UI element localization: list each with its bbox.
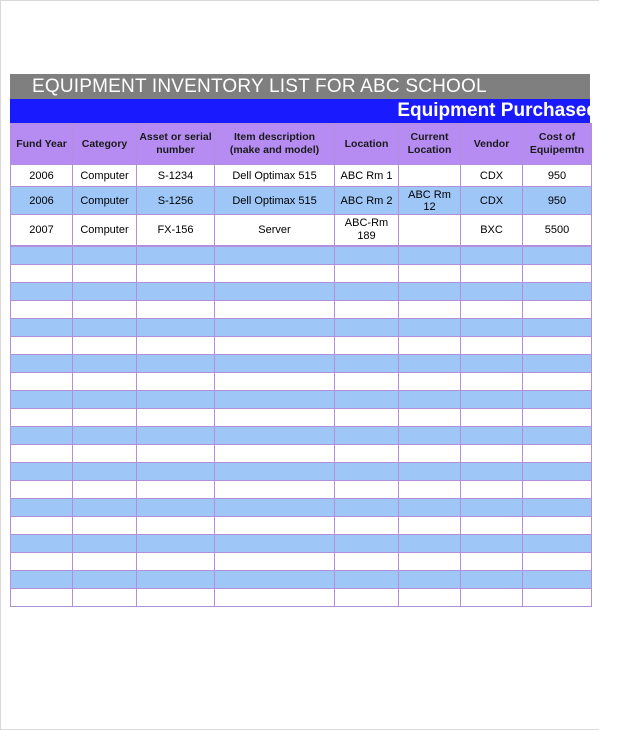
empty-cell[interactable] bbox=[73, 481, 137, 499]
empty-cell[interactable] bbox=[461, 337, 523, 355]
cell-category[interactable]: Computer bbox=[73, 187, 137, 215]
empty-cell[interactable] bbox=[399, 535, 461, 553]
empty-cell[interactable] bbox=[399, 301, 461, 319]
empty-cell[interactable] bbox=[461, 535, 523, 553]
empty-cell[interactable] bbox=[399, 553, 461, 571]
empty-cell[interactable] bbox=[523, 409, 592, 427]
cell-cost[interactable]: 5500 bbox=[523, 215, 592, 246]
empty-cell[interactable] bbox=[73, 265, 137, 283]
empty-cell[interactable] bbox=[399, 481, 461, 499]
empty-cell[interactable] bbox=[137, 391, 215, 409]
empty-cell[interactable] bbox=[11, 499, 73, 517]
empty-cell[interactable] bbox=[399, 445, 461, 463]
empty-cell[interactable] bbox=[523, 499, 592, 517]
empty-cell[interactable] bbox=[137, 247, 215, 265]
empty-cell[interactable] bbox=[11, 481, 73, 499]
empty-cell[interactable] bbox=[11, 319, 73, 337]
empty-cell[interactable] bbox=[215, 355, 335, 373]
empty-cell[interactable] bbox=[73, 499, 137, 517]
empty-cell[interactable] bbox=[137, 337, 215, 355]
header-fund-year[interactable]: Fund Year bbox=[11, 124, 73, 165]
empty-cell[interactable] bbox=[11, 463, 73, 481]
cell-current-location[interactable] bbox=[399, 165, 461, 187]
empty-row bbox=[11, 427, 592, 445]
header-cost[interactable]: Cost of Equipemtn bbox=[523, 124, 592, 165]
empty-cell[interactable] bbox=[73, 301, 137, 319]
empty-cell[interactable] bbox=[137, 517, 215, 535]
empty-cell[interactable] bbox=[215, 535, 335, 553]
empty-cell[interactable] bbox=[523, 373, 592, 391]
empty-cell[interactable] bbox=[73, 373, 137, 391]
empty-cell[interactable] bbox=[523, 283, 592, 301]
empty-row bbox=[11, 355, 592, 373]
empty-cell[interactable] bbox=[137, 589, 215, 607]
cell-asset[interactable]: FX-156 bbox=[137, 215, 215, 246]
empty-cell[interactable] bbox=[215, 319, 335, 337]
empty-row bbox=[11, 409, 592, 427]
empty-cell[interactable] bbox=[11, 589, 73, 607]
empty-row bbox=[11, 481, 592, 499]
empty-rows bbox=[10, 246, 592, 607]
empty-row bbox=[11, 391, 592, 409]
table-row bbox=[11, 187, 592, 215]
empty-cell[interactable] bbox=[137, 553, 215, 571]
empty-cell[interactable] bbox=[11, 355, 73, 373]
empty-cell[interactable] bbox=[399, 373, 461, 391]
empty-cell[interactable] bbox=[215, 391, 335, 409]
empty-cell[interactable] bbox=[461, 499, 523, 517]
empty-cell[interactable] bbox=[137, 427, 215, 445]
cell-item[interactable]: Dell Optimax 515 bbox=[215, 165, 335, 187]
empty-cell[interactable] bbox=[335, 355, 399, 373]
cell-vendor[interactable]: BXC bbox=[461, 215, 523, 246]
empty-cell[interactable] bbox=[73, 427, 137, 445]
sheet-title: EQUIPMENT INVENTORY LIST FOR ABC SCHOOL bbox=[10, 74, 590, 99]
empty-cell[interactable] bbox=[461, 265, 523, 283]
empty-cell[interactable] bbox=[11, 445, 73, 463]
empty-cell[interactable] bbox=[215, 553, 335, 571]
empty-cell[interactable] bbox=[215, 499, 335, 517]
empty-cell[interactable] bbox=[335, 535, 399, 553]
cell-category[interactable]: Computer bbox=[73, 215, 137, 246]
sheet-subtitle: Equipment Purchased w bbox=[10, 99, 590, 123]
empty-cell[interactable] bbox=[11, 247, 73, 265]
empty-cell[interactable] bbox=[73, 355, 137, 373]
empty-cell[interactable] bbox=[11, 283, 73, 301]
empty-cell[interactable] bbox=[399, 391, 461, 409]
empty-cell[interactable] bbox=[137, 445, 215, 463]
empty-cell[interactable] bbox=[335, 589, 399, 607]
empty-cell[interactable] bbox=[461, 283, 523, 301]
empty-cell[interactable] bbox=[461, 427, 523, 445]
empty-cell[interactable] bbox=[215, 283, 335, 301]
empty-cell[interactable] bbox=[335, 553, 399, 571]
cell-asset[interactable]: S-1256 bbox=[137, 187, 215, 215]
empty-cell[interactable] bbox=[523, 445, 592, 463]
empty-cell[interactable] bbox=[137, 571, 215, 589]
empty-cell[interactable] bbox=[215, 589, 335, 607]
empty-cell[interactable] bbox=[137, 319, 215, 337]
empty-cell[interactable] bbox=[137, 481, 215, 499]
empty-cell[interactable] bbox=[523, 391, 592, 409]
empty-cell[interactable] bbox=[399, 409, 461, 427]
empty-cell[interactable] bbox=[461, 445, 523, 463]
empty-cell[interactable] bbox=[523, 535, 592, 553]
empty-cell[interactable] bbox=[11, 265, 73, 283]
cell-vendor[interactable]: CDX bbox=[461, 187, 523, 215]
empty-cell[interactable] bbox=[335, 427, 399, 445]
cell-fund-year[interactable]: 2007 bbox=[11, 215, 73, 246]
empty-cell[interactable] bbox=[461, 355, 523, 373]
empty-row bbox=[11, 535, 592, 553]
empty-cell[interactable] bbox=[137, 301, 215, 319]
header-vendor[interactable]: Vendor bbox=[461, 124, 523, 165]
inventory-table bbox=[10, 123, 592, 246]
empty-row bbox=[11, 319, 592, 337]
empty-cell[interactable] bbox=[11, 427, 73, 445]
empty-cell[interactable] bbox=[215, 481, 335, 499]
empty-cell[interactable] bbox=[461, 409, 523, 427]
empty-cell[interactable] bbox=[73, 283, 137, 301]
empty-cell[interactable] bbox=[335, 283, 399, 301]
empty-cell[interactable] bbox=[399, 427, 461, 445]
empty-cell[interactable] bbox=[215, 301, 335, 319]
cell-vendor[interactable]: CDX bbox=[461, 165, 523, 187]
empty-cell[interactable] bbox=[137, 463, 215, 481]
empty-cell[interactable] bbox=[11, 535, 73, 553]
cell-current-location[interactable]: ABC Rm 12 bbox=[399, 187, 461, 215]
empty-cell[interactable] bbox=[137, 265, 215, 283]
empty-cell[interactable] bbox=[335, 409, 399, 427]
cell-location[interactable]: ABC Rm 1 bbox=[335, 165, 399, 187]
empty-cell[interactable] bbox=[73, 463, 137, 481]
empty-cell[interactable] bbox=[215, 463, 335, 481]
empty-cell[interactable] bbox=[523, 589, 592, 607]
empty-row bbox=[11, 301, 592, 319]
empty-cell[interactable] bbox=[11, 301, 73, 319]
empty-cell[interactable] bbox=[137, 283, 215, 301]
empty-cell[interactable] bbox=[11, 517, 73, 535]
empty-cell[interactable] bbox=[11, 409, 73, 427]
empty-cell[interactable] bbox=[73, 589, 137, 607]
empty-cell[interactable] bbox=[73, 247, 137, 265]
table-row bbox=[11, 165, 592, 187]
empty-cell[interactable] bbox=[215, 265, 335, 283]
empty-cell[interactable] bbox=[461, 301, 523, 319]
empty-row bbox=[11, 337, 592, 355]
empty-cell[interactable] bbox=[335, 337, 399, 355]
empty-row bbox=[11, 571, 592, 589]
empty-cell[interactable] bbox=[215, 337, 335, 355]
empty-cell[interactable] bbox=[215, 373, 335, 391]
empty-cell[interactable] bbox=[11, 553, 73, 571]
header-location[interactable]: Location bbox=[335, 124, 399, 165]
empty-cell[interactable] bbox=[399, 463, 461, 481]
empty-cell[interactable] bbox=[523, 247, 592, 265]
empty-cell[interactable] bbox=[73, 553, 137, 571]
cell-current-location[interactable] bbox=[399, 215, 461, 246]
empty-row bbox=[11, 553, 592, 571]
empty-cell[interactable] bbox=[335, 481, 399, 499]
empty-row bbox=[11, 373, 592, 391]
empty-row bbox=[11, 247, 592, 265]
empty-row bbox=[11, 265, 592, 283]
empty-cell[interactable] bbox=[523, 481, 592, 499]
empty-cell[interactable] bbox=[215, 409, 335, 427]
empty-row bbox=[11, 445, 592, 463]
empty-cell[interactable] bbox=[73, 319, 137, 337]
cell-cost[interactable]: 950 bbox=[523, 165, 592, 187]
empty-cell[interactable] bbox=[335, 247, 399, 265]
empty-cell[interactable] bbox=[335, 571, 399, 589]
empty-cell[interactable] bbox=[523, 355, 592, 373]
empty-cell[interactable] bbox=[335, 463, 399, 481]
empty-cell[interactable] bbox=[335, 517, 399, 535]
empty-cell[interactable] bbox=[215, 517, 335, 535]
empty-cell[interactable] bbox=[399, 571, 461, 589]
cell-location[interactable]: ABC-Rm 189 bbox=[335, 215, 399, 246]
table-row bbox=[11, 215, 592, 246]
empty-cell[interactable] bbox=[73, 517, 137, 535]
empty-cell[interactable] bbox=[335, 445, 399, 463]
empty-cell[interactable] bbox=[335, 373, 399, 391]
empty-cell[interactable] bbox=[137, 355, 215, 373]
empty-row bbox=[11, 517, 592, 535]
cell-item[interactable]: Server bbox=[215, 215, 335, 246]
empty-cell[interactable] bbox=[399, 517, 461, 535]
empty-row bbox=[11, 463, 592, 481]
empty-cell[interactable] bbox=[461, 571, 523, 589]
empty-cell[interactable] bbox=[215, 427, 335, 445]
empty-cell[interactable] bbox=[523, 427, 592, 445]
empty-cell[interactable] bbox=[461, 589, 523, 607]
empty-cell[interactable] bbox=[461, 247, 523, 265]
empty-cell[interactable] bbox=[137, 535, 215, 553]
empty-row bbox=[11, 589, 592, 607]
header-asset[interactable]: Asset or serial number bbox=[137, 124, 215, 165]
cell-cost[interactable]: 950 bbox=[523, 187, 592, 215]
header-row bbox=[11, 124, 592, 165]
cell-fund-year[interactable]: 2006 bbox=[11, 187, 73, 215]
empty-cell[interactable] bbox=[335, 391, 399, 409]
empty-row bbox=[11, 499, 592, 517]
empty-cell[interactable] bbox=[399, 589, 461, 607]
cell-asset[interactable]: S-1234 bbox=[137, 165, 215, 187]
empty-cell[interactable] bbox=[73, 445, 137, 463]
empty-cell[interactable] bbox=[399, 337, 461, 355]
empty-cell[interactable] bbox=[399, 283, 461, 301]
empty-cell[interactable] bbox=[523, 319, 592, 337]
cell-category[interactable]: Computer bbox=[73, 165, 137, 187]
empty-cell[interactable] bbox=[335, 301, 399, 319]
empty-cell[interactable] bbox=[73, 337, 137, 355]
empty-cell[interactable] bbox=[215, 571, 335, 589]
empty-cell[interactable] bbox=[11, 391, 73, 409]
empty-cell[interactable] bbox=[73, 409, 137, 427]
empty-cell[interactable] bbox=[523, 463, 592, 481]
empty-cell[interactable] bbox=[215, 445, 335, 463]
empty-cell[interactable] bbox=[461, 391, 523, 409]
empty-cell[interactable] bbox=[523, 517, 592, 535]
empty-cell[interactable] bbox=[335, 319, 399, 337]
cell-item[interactable]: Dell Optimax 515 bbox=[215, 187, 335, 215]
empty-cell[interactable] bbox=[215, 247, 335, 265]
empty-cell[interactable] bbox=[461, 373, 523, 391]
cell-fund-year[interactable]: 2006 bbox=[11, 165, 73, 187]
empty-row bbox=[11, 283, 592, 301]
empty-cell[interactable] bbox=[73, 535, 137, 553]
empty-cell[interactable] bbox=[137, 409, 215, 427]
empty-cell[interactable] bbox=[11, 373, 73, 391]
empty-cell[interactable] bbox=[523, 571, 592, 589]
header-current-location[interactable]: Current Location bbox=[399, 124, 461, 165]
empty-cell[interactable] bbox=[137, 499, 215, 517]
empty-cell[interactable] bbox=[73, 571, 137, 589]
spreadsheet bbox=[10, 74, 618, 619]
empty-cell[interactable] bbox=[335, 499, 399, 517]
empty-cell[interactable] bbox=[399, 355, 461, 373]
empty-cell[interactable] bbox=[461, 463, 523, 481]
header-category[interactable]: Category bbox=[73, 124, 137, 165]
empty-cell[interactable] bbox=[399, 499, 461, 517]
empty-cell[interactable] bbox=[11, 337, 73, 355]
empty-cell[interactable] bbox=[137, 373, 215, 391]
empty-cell[interactable] bbox=[461, 553, 523, 571]
empty-cell[interactable] bbox=[73, 391, 137, 409]
cell-location[interactable]: ABC Rm 2 bbox=[335, 187, 399, 215]
empty-cell[interactable] bbox=[523, 553, 592, 571]
empty-cell[interactable] bbox=[335, 265, 399, 283]
empty-cell[interactable] bbox=[461, 481, 523, 499]
empty-cell[interactable] bbox=[523, 265, 592, 283]
empty-cell[interactable] bbox=[399, 247, 461, 265]
empty-cell[interactable] bbox=[461, 319, 523, 337]
empty-cell[interactable] bbox=[461, 517, 523, 535]
empty-cell[interactable] bbox=[523, 301, 592, 319]
empty-cell[interactable] bbox=[399, 265, 461, 283]
empty-cell[interactable] bbox=[523, 337, 592, 355]
empty-cell[interactable] bbox=[399, 319, 461, 337]
empty-cell[interactable] bbox=[11, 571, 73, 589]
header-item[interactable]: Item description (make and model) bbox=[215, 124, 335, 165]
